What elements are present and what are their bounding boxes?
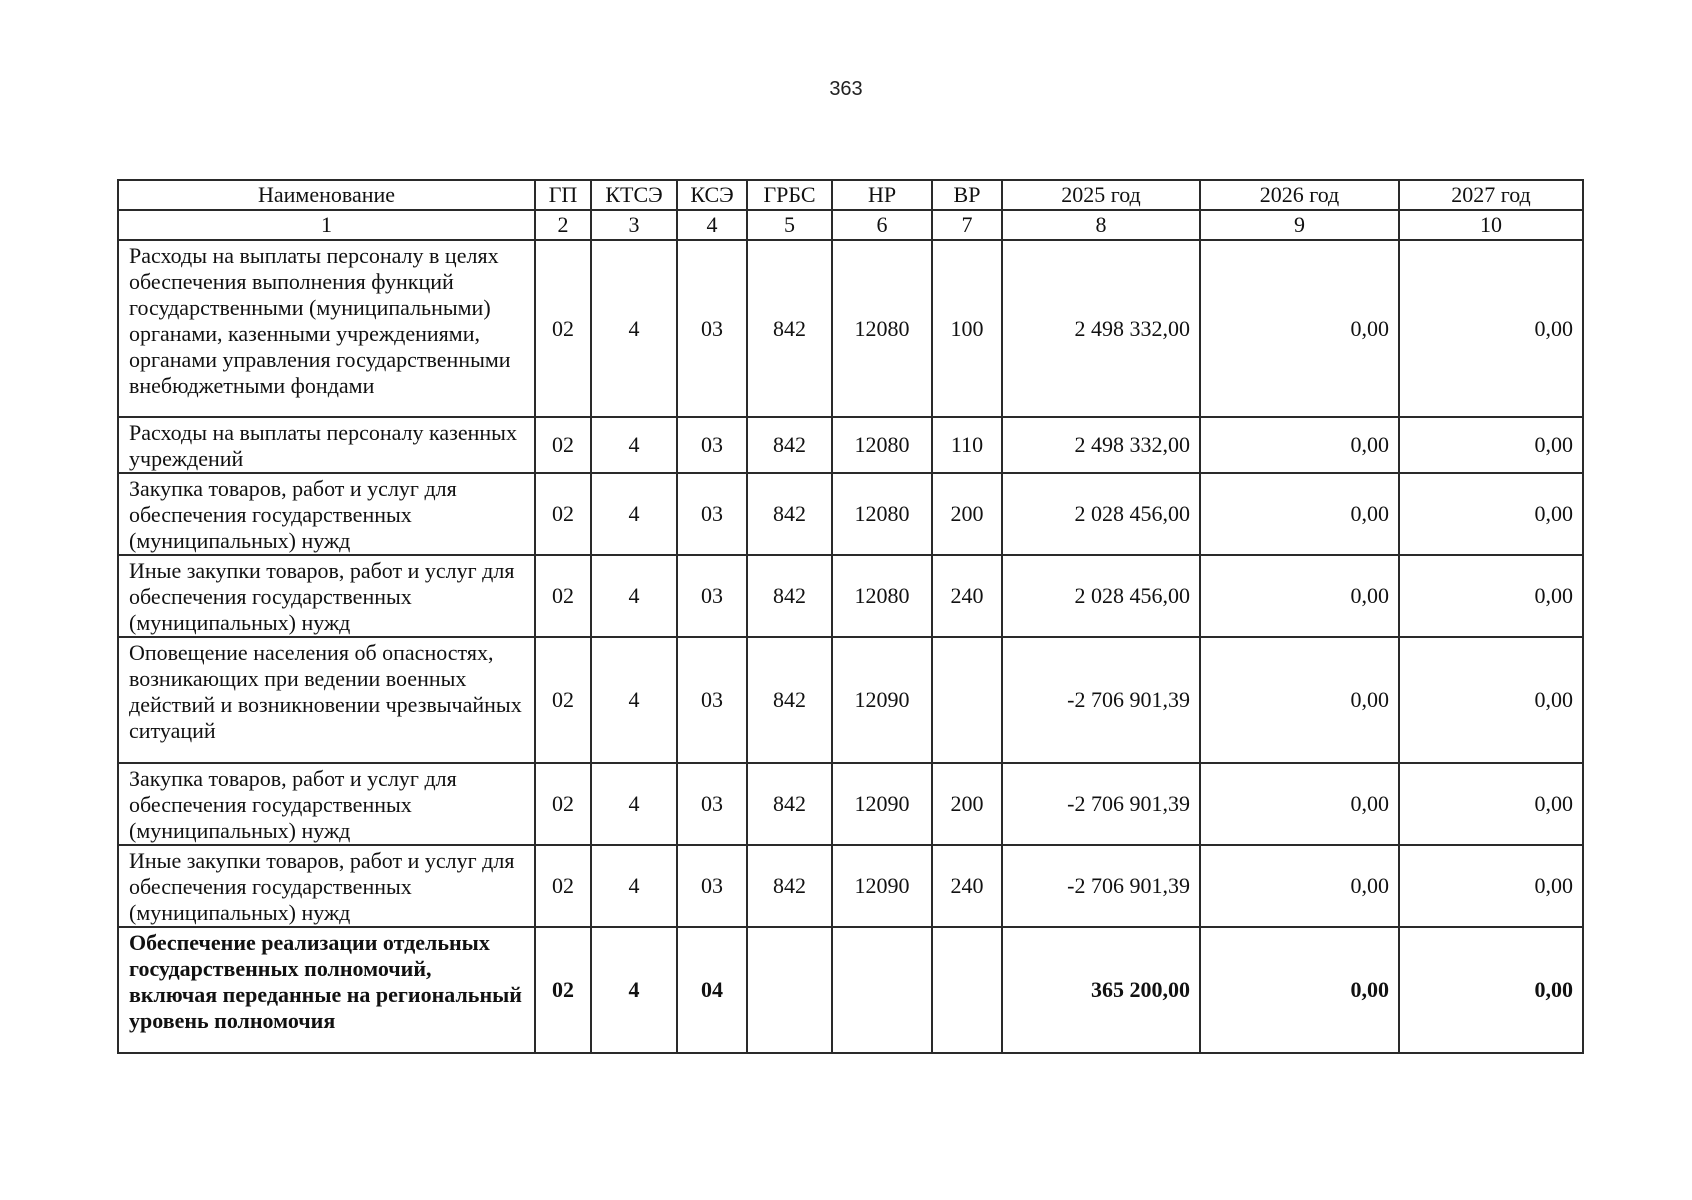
row-kse: 03: [677, 555, 747, 637]
row-amount-2027: 0,00: [1399, 473, 1583, 555]
header-ktse: КТСЭ: [591, 180, 677, 210]
column-number: 10: [1399, 210, 1583, 240]
row-amount-2026: 0,00: [1200, 417, 1399, 473]
table-row: [118, 555, 1583, 637]
row-amount-2025: 2 498 332,00: [1002, 240, 1200, 417]
row-amount-2027: 0,00: [1399, 845, 1583, 927]
table-row: [118, 927, 1583, 1053]
row-amount-2025: 365 200,00: [1002, 927, 1200, 1053]
row-vr: 100: [932, 240, 1002, 417]
column-number: 4: [677, 210, 747, 240]
column-number: 5: [747, 210, 832, 240]
row-ktse: 4: [591, 763, 677, 845]
row-vr: 240: [932, 555, 1002, 637]
column-number: 6: [832, 210, 932, 240]
header-gp: ГП: [535, 180, 591, 210]
row-amount-2025: -2 706 901,39: [1002, 763, 1200, 845]
header-name: Наименование: [118, 180, 535, 210]
row-grbs: 842: [747, 473, 832, 555]
column-number: 7: [932, 210, 1002, 240]
header-vr: ВР: [932, 180, 1002, 210]
row-amount-2026: 0,00: [1200, 927, 1399, 1053]
row-grbs: 842: [747, 240, 832, 417]
row-ktse: 4: [591, 473, 677, 555]
row-ktse: 4: [591, 240, 677, 417]
row-grbs: 842: [747, 763, 832, 845]
page-number: 363: [829, 78, 863, 100]
row-amount-2026: 0,00: [1200, 763, 1399, 845]
row-grbs: [747, 927, 832, 1053]
row-amount-2025: 2 028 456,00: [1002, 473, 1200, 555]
row-name: Закупка товаров, работ и услуг для обеспечения государственных (муниципальных) нужд: [118, 763, 535, 845]
row-vr: [932, 637, 1002, 763]
row-gp: 02: [535, 845, 591, 927]
row-gp: 02: [535, 637, 591, 763]
row-grbs: 842: [747, 845, 832, 927]
row-nr: 12080: [832, 555, 932, 637]
row-name: Расходы на выплаты персоналу казенных учреждений: [118, 417, 535, 473]
row-amount-2027: 0,00: [1399, 417, 1583, 473]
row-ktse: 4: [591, 637, 677, 763]
row-kse: 03: [677, 845, 747, 927]
header-2026: 2026 год: [1200, 180, 1399, 210]
table-row: [118, 473, 1583, 555]
row-amount-2027: 0,00: [1399, 240, 1583, 417]
row-gp: 02: [535, 473, 591, 555]
row-kse: 03: [677, 637, 747, 763]
header-2027: 2027 год: [1399, 180, 1583, 210]
row-vr: 240: [932, 845, 1002, 927]
column-number: 9: [1200, 210, 1399, 240]
row-vr: [932, 927, 1002, 1053]
row-gp: 02: [535, 240, 591, 417]
column-number: 8: [1002, 210, 1200, 240]
table-row: [118, 417, 1583, 473]
row-amount-2025: 2 028 456,00: [1002, 555, 1200, 637]
row-amount-2025: -2 706 901,39: [1002, 637, 1200, 763]
header-grbs: ГРБС: [747, 180, 832, 210]
row-gp: 02: [535, 763, 591, 845]
row-vr: 110: [932, 417, 1002, 473]
row-kse: 03: [677, 763, 747, 845]
column-number: 3: [591, 210, 677, 240]
row-gp: 02: [535, 555, 591, 637]
row-amount-2026: 0,00: [1200, 240, 1399, 417]
row-nr: 12080: [832, 240, 932, 417]
row-amount-2026: 0,00: [1200, 637, 1399, 763]
row-ktse: 4: [591, 845, 677, 927]
table-row: [118, 845, 1583, 927]
row-vr: 200: [932, 763, 1002, 845]
row-amount-2025: -2 706 901,39: [1002, 845, 1200, 927]
row-nr: 12090: [832, 637, 932, 763]
row-name: Расходы на выплаты персоналу в целях обеспечения выполнения функций государственными (муниципальными) органами, казенными учреждениями, органами управления государственными внебюджетными фондами: [118, 240, 535, 417]
header-row: [118, 180, 1583, 210]
row-ktse: 4: [591, 555, 677, 637]
row-name: Иные закупки товаров, работ и услуг для обеспечения государственных (муниципальных) нужд: [118, 845, 535, 927]
row-amount-2027: 0,00: [1399, 763, 1583, 845]
row-nr: 12080: [832, 417, 932, 473]
row-nr: [832, 927, 932, 1053]
header-2025: 2025 год: [1002, 180, 1200, 210]
row-kse: 03: [677, 240, 747, 417]
row-nr: 12090: [832, 763, 932, 845]
row-amount-2027: 0,00: [1399, 555, 1583, 637]
row-amount-2026: 0,00: [1200, 555, 1399, 637]
row-nr: 12090: [832, 845, 932, 927]
row-kse: 03: [677, 473, 747, 555]
row-name: Оповещение населения об опасностях, возникающих при ведении военных действий и возникновении чрезвычайных ситуаций: [118, 637, 535, 763]
row-grbs: 842: [747, 637, 832, 763]
row-ktse: 4: [591, 417, 677, 473]
table-row: [118, 240, 1583, 417]
row-amount-2026: 0,00: [1200, 845, 1399, 927]
column-number: 2: [535, 210, 591, 240]
row-kse: 03: [677, 417, 747, 473]
row-grbs: 842: [747, 417, 832, 473]
row-name: Обеспечение реализации отдельных государственных полномочий, включая переданные на региональный уровень полномочия: [118, 927, 535, 1053]
row-gp: 02: [535, 927, 591, 1053]
row-kse: 04: [677, 927, 747, 1053]
column-number: 1: [118, 210, 535, 240]
table-row: [118, 637, 1583, 763]
row-gp: 02: [535, 417, 591, 473]
row-ktse: 4: [591, 927, 677, 1053]
table-body: [118, 240, 1583, 1053]
column-number-row: [118, 210, 1583, 240]
budget-table: [117, 179, 1584, 1054]
row-amount-2027: 0,00: [1399, 927, 1583, 1053]
row-name: Закупка товаров, работ и услуг для обеспечения государственных (муниципальных) нужд: [118, 473, 535, 555]
row-nr: 12080: [832, 473, 932, 555]
row-amount-2026: 0,00: [1200, 473, 1399, 555]
row-vr: 200: [932, 473, 1002, 555]
row-name: Иные закупки товаров, работ и услуг для обеспечения государственных (муниципальных) нужд: [118, 555, 535, 637]
table-row: [118, 763, 1583, 845]
row-amount-2027: 0,00: [1399, 637, 1583, 763]
row-amount-2025: 2 498 332,00: [1002, 417, 1200, 473]
header-nr: НР: [832, 180, 932, 210]
row-grbs: 842: [747, 555, 832, 637]
header-kse: КСЭ: [677, 180, 747, 210]
